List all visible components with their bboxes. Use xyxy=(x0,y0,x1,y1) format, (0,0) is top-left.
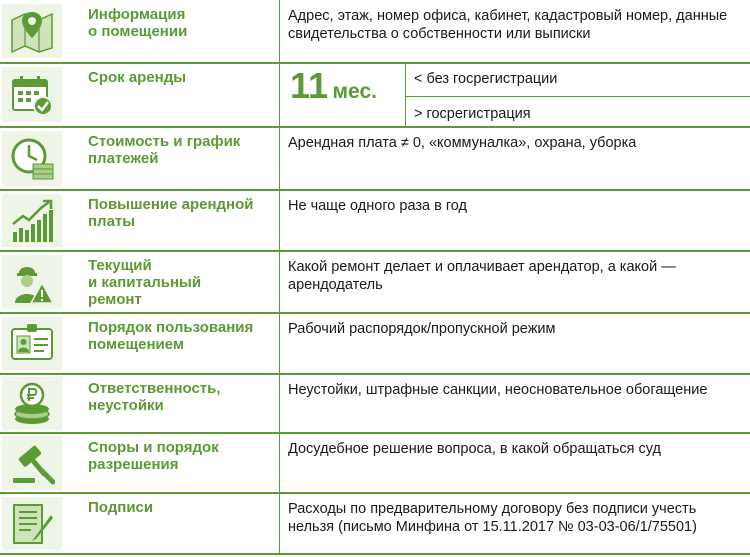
row-description: Арендная плата ≠ 0, «коммуналка», охрана, уборка xyxy=(288,135,637,151)
row-description: Какой ремонт делает и оплачивает арендатор, а какой — арендодатель xyxy=(288,259,676,293)
document-sign-icon xyxy=(2,497,62,550)
row-title: Стоимость и график платежей xyxy=(88,133,241,167)
row-description: Расходы по предварительному договору без подписи учесть нельзя (письмо Минфина от 15.11.2017 № 03-03-06/1/75501) xyxy=(288,501,697,535)
lease-term-number: 11 xyxy=(290,65,329,106)
row-title: Ответственность, неустойки xyxy=(88,380,221,414)
id-badge-icon xyxy=(2,317,62,370)
clock-money-icon xyxy=(2,131,62,186)
row-divider xyxy=(0,553,750,555)
row-title: Порядок пользования помещением xyxy=(88,319,254,353)
row-title: Срок аренды xyxy=(88,69,187,86)
row-signatures xyxy=(0,493,750,553)
row-title: Информация о помещении xyxy=(88,6,188,40)
term-less-option: < без госрегистрации xyxy=(414,71,558,87)
row-cost-schedule xyxy=(0,127,750,189)
row-description: Рабочий распорядок/пропускной режим xyxy=(288,321,556,337)
row-disputes xyxy=(0,433,750,492)
row-description: Неустойки, штрафные санкции, неосновательное обогащение xyxy=(288,382,708,398)
row-title: Споры и порядок разрешения xyxy=(88,439,219,473)
growth-chart-icon xyxy=(2,194,62,247)
row-repair xyxy=(0,251,750,312)
term-more-option: > госрегистрация xyxy=(414,106,531,122)
row-lease-term xyxy=(0,63,750,126)
row-title: Текущий и капитальный ремонт xyxy=(88,257,202,308)
row-title: Повышение арендной платы xyxy=(88,196,254,230)
row-description: Не чаще одного раза в год xyxy=(288,198,467,214)
calendar-icon xyxy=(2,67,62,122)
row-premises-usage xyxy=(0,313,750,373)
map-pin-icon xyxy=(2,4,62,58)
lease-term-unit: мес. xyxy=(332,80,377,103)
ruble-coins-icon xyxy=(2,377,62,430)
row-rent-increase xyxy=(0,190,750,250)
row-title: Подписи xyxy=(88,499,154,516)
lease-term-value xyxy=(290,65,377,107)
gavel-icon xyxy=(2,436,62,490)
row-liability xyxy=(0,374,750,432)
row-description: Досудебное решение вопроса, в какой обращаться суд xyxy=(288,441,662,457)
worker-warning-icon xyxy=(2,255,62,309)
row-description: Адрес, этаж, номер офиса, кабинет, кадастровый номер, данные свидетельства о собственности или выписки xyxy=(288,8,728,42)
row-premises-info xyxy=(0,0,750,62)
